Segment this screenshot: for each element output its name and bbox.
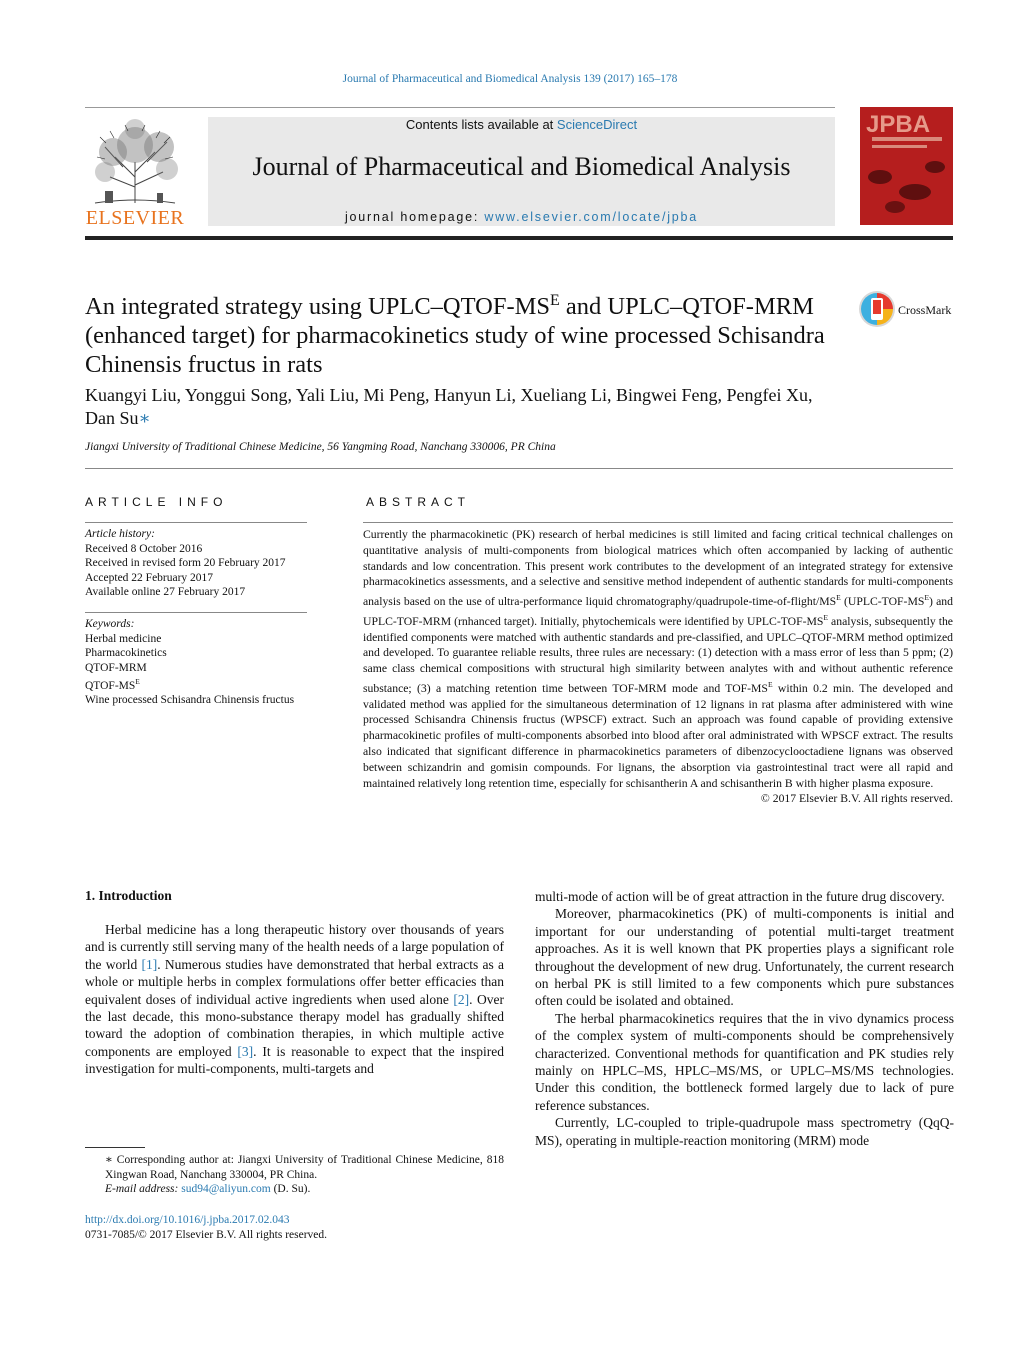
- keyword-item: QTOF-MRM: [85, 661, 147, 674]
- history-label: Article history:: [85, 528, 155, 540]
- intro-paragraph: Moreover, pharmacokinetics (PK) of multi-components is initial and important for our understanding of potential multi-target treatment approaches. As it is well known that PK properties plays a significant role throughout the development of new drug. Unfortunately, the current research on herbal PK is still limited to a few components which pure substances often could be isolated and obtained.: [535, 906, 954, 1009]
- keywords-rule: [85, 612, 307, 613]
- abstract-text: ) and UPLC-TOF-MRM (rnhanced target). Initially, phytochemicals were identified by UPLC-TOF-MS: [363, 595, 953, 628]
- abstract-sup: E: [823, 612, 829, 622]
- corresponding-author-footnote: [85, 1153, 504, 1197]
- crossmark-button[interactable]: [858, 290, 953, 332]
- homepage-link[interactable]: www.elsevier.com/locate/jpba: [484, 210, 699, 224]
- homepage-prefix: journal homepage:: [344, 210, 485, 224]
- abstract-heading: ABSTRACT: [366, 495, 471, 509]
- doi-block: [85, 1213, 327, 1242]
- crossmark-label: CrossMark: [898, 303, 952, 317]
- article-info-rule: [85, 522, 307, 523]
- email-link[interactable]: sud94@aliyun.com: [181, 1183, 271, 1195]
- reference-link[interactable]: [2]: [453, 991, 470, 1007]
- paragraph-text: . It is reasonable to expect that the inspired investigation for multi-components, multi-targets and: [85, 1043, 504, 1077]
- title-superscript: E: [550, 292, 560, 309]
- abstract-sup: E: [924, 593, 929, 603]
- keyword-superscript: E: [135, 677, 140, 686]
- keyword-item: [85, 675, 307, 693]
- history-item: Received 8 October 2016: [85, 542, 203, 555]
- reference-link[interactable]: [3]: [237, 1043, 254, 1059]
- title-separator: [85, 468, 953, 469]
- keyword-text: QTOF-MS: [85, 679, 136, 692]
- cover-title: JPBA: [866, 111, 931, 138]
- intro-paragraph: multi-mode of action will be of great attraction in the future drug discovery.: [535, 889, 945, 904]
- contents-line: [208, 117, 835, 132]
- abstract-text: (UPLC-TOF-MS: [840, 595, 925, 609]
- abstract-sup: E: [767, 679, 773, 689]
- journal-homepage: [208, 210, 835, 224]
- intro-paragraph: [85, 921, 504, 1078]
- article-title: [85, 286, 845, 379]
- doi-link[interactable]: http://dx.doi.org/10.1016/j.jpba.2017.02.043: [85, 1214, 290, 1226]
- corresponding-author-marker[interactable]: ∗: [138, 408, 151, 428]
- history-item: Available online 27 February 2017: [85, 586, 246, 598]
- journal-title: Journal of Pharmaceutical and Biomedical Analysis: [252, 152, 791, 181]
- abstract-sup: E: [836, 593, 841, 603]
- elsevier-wordmark: ELSEVIER: [85, 207, 185, 229]
- contents-prefix: Contents lists available at: [405, 117, 557, 132]
- keyword-item: Wine processed Schisandra Chinensis fructus: [85, 694, 295, 707]
- abstract-text: Currently the pharmacokinetic (PK) research of herbal medicines is still limited and facing critical technical challenges on quantitative analysis of multi-components from biological matrices which often accompanied by lacking of authentic standards and low concentration. This present work contributes to the development of an integrated strategy for extensive pharmacokinetics assessments, and a selective and sensitive method independent of authentic standards for multi-components analysis based on the use of ultra-performance liquid chromatography/quadrupole-time-of-flight/MS: [363, 528, 953, 609]
- header-rule: [85, 107, 835, 108]
- header-thick-rule: [85, 236, 953, 240]
- issn-line: 0731-7085/© 2017 Elsevier B.V. All rights reserved.: [85, 1228, 328, 1241]
- title-part1: An integrated strategy using UPLC–QTOF-MS: [85, 293, 551, 321]
- abstract-rule: [363, 522, 953, 523]
- paragraph-text: . Over the last decade, this mono-substance therapy model has gradually shifted toward the adoption of combination therapies, in which multiple active components are employed: [85, 991, 504, 1059]
- keywords: [85, 617, 307, 708]
- intro-paragraph: Currently, LC-coupled to triple-quadrupole mass spectrometry (QqQ-MS), operating in multiple-reaction monitoring (MRM) mode: [535, 1115, 954, 1148]
- paragraph-text: . Numerous studies have demonstrated that herbal extracts as a whole or multiple herbs in complex formulations offer better efficacies than equivalent doses of individual active ingredients when used alone: [85, 956, 504, 1007]
- abstract-text: within 0.2 min. The developed and validated method was applied for the simultaneous determination of 12 lignans in rat plasma after administered with wine processed Schisandra Chinensis fructus (WPSCF) extract. Such an approach was found capable of providing extensive pharmacokinetic profiles of multi-components absorbed into blood after oral administrated with WPSCF extract. The results also indicated that significant difference in pharmacokinetics parameters of dibenzocyclooctadiene lignans was observed between schizandrin and gomisin compounds. For lignans, the absorption via gastrointestinal tract were all rapid and maintained relatively long retention time, especially for schisantherin A and schisantherin B with higher plasma exposure.: [363, 681, 953, 790]
- intro-paragraph: The herbal pharmacokinetics requires that the in vivo dynamics process of the complex system of multi-components should be comprehensively characterized. Conventional methods for quantification and PK studies rely mainly on HPLC–MS, HPLC–MS/MS, or UPLC–MS/MS technologies. Under this condition, the bottleneck formed largely due to lack of pure reference substances.: [535, 1010, 954, 1113]
- abstract-body: [363, 527, 953, 807]
- intro-right-column: [535, 888, 954, 1149]
- journal-citation[interactable]: Journal of Pharmaceutical and Biomedical Analysis 139 (2017) 165–178: [342, 73, 678, 85]
- history-item: Accepted 22 February 2017: [85, 571, 214, 584]
- abstract-copyright: © 2017 Elsevier B.V. All rights reserved.: [760, 792, 953, 806]
- footnote-text: Corresponding author at: Jiangxi University of Traditional Chinese Medicine, 818 Xingwan Road, Nanchang 330004, PR China.: [105, 1154, 504, 1181]
- footnote-marker: ∗: [105, 1154, 113, 1166]
- keyword-item: Herbal medicine: [85, 632, 162, 645]
- authors-text: Kuangyi Liu, Yonggui Song, Yali Liu, Mi Peng, Hanyun Li, Xueliang Li, Bingwei Feng, Pengfei Xu, Dan Su: [85, 385, 813, 428]
- title-part2: and UPLC–QTOF-MRM (enhanced target) for pharmacokinetics study of wine processed Schisandra Chinensis fructus in rats: [85, 293, 825, 379]
- sciencedirect-link[interactable]: ScienceDirect: [556, 117, 638, 132]
- author-list: [85, 384, 845, 430]
- footnote-email: [85, 1182, 504, 1197]
- article-history: [85, 527, 307, 600]
- crossmark-icon: [858, 290, 896, 328]
- abstract-text: analysis, subsequently the identified components were matched with authentic standards and pre-classified, and UPLC–QTOF-MRM method optimized and developed. To guarantee reliable results, three rules are necessary: (1) detection with a mass error of less than 5 ppm; (2) same class chemical compositions with structural high similarity between analytes with and without authentic reference substance; (3) a matching retention time between TOF-MRM mode and TOF-MS: [363, 614, 953, 695]
- email-suffix: (D. Su).: [270, 1183, 311, 1195]
- section-heading-introduction: 1. Introduction: [85, 888, 172, 903]
- keywords-label: Keywords:: [85, 618, 135, 630]
- article-info-heading: ARTICLE INFO: [85, 495, 228, 509]
- intro-left-column: [85, 921, 504, 1078]
- reference-link[interactable]: [1]: [141, 956, 158, 972]
- footnote-address: [85, 1153, 504, 1182]
- affiliation: Jiangxi University of Traditional Chinese Medicine, 56 Yangming Road, Nanchang 330006, PR China: [85, 441, 556, 453]
- email-label: E-mail address:: [105, 1183, 182, 1195]
- paragraph-text: Herbal medicine has a long therapeutic history over thousands of years and is currently still serving many of the health needs of a large population of the world: [85, 922, 504, 972]
- footnote-rule: [85, 1147, 145, 1148]
- keyword-item: Pharmacokinetics: [85, 647, 167, 659]
- history-item: Received in revised form 20 February 2017: [85, 557, 286, 569]
